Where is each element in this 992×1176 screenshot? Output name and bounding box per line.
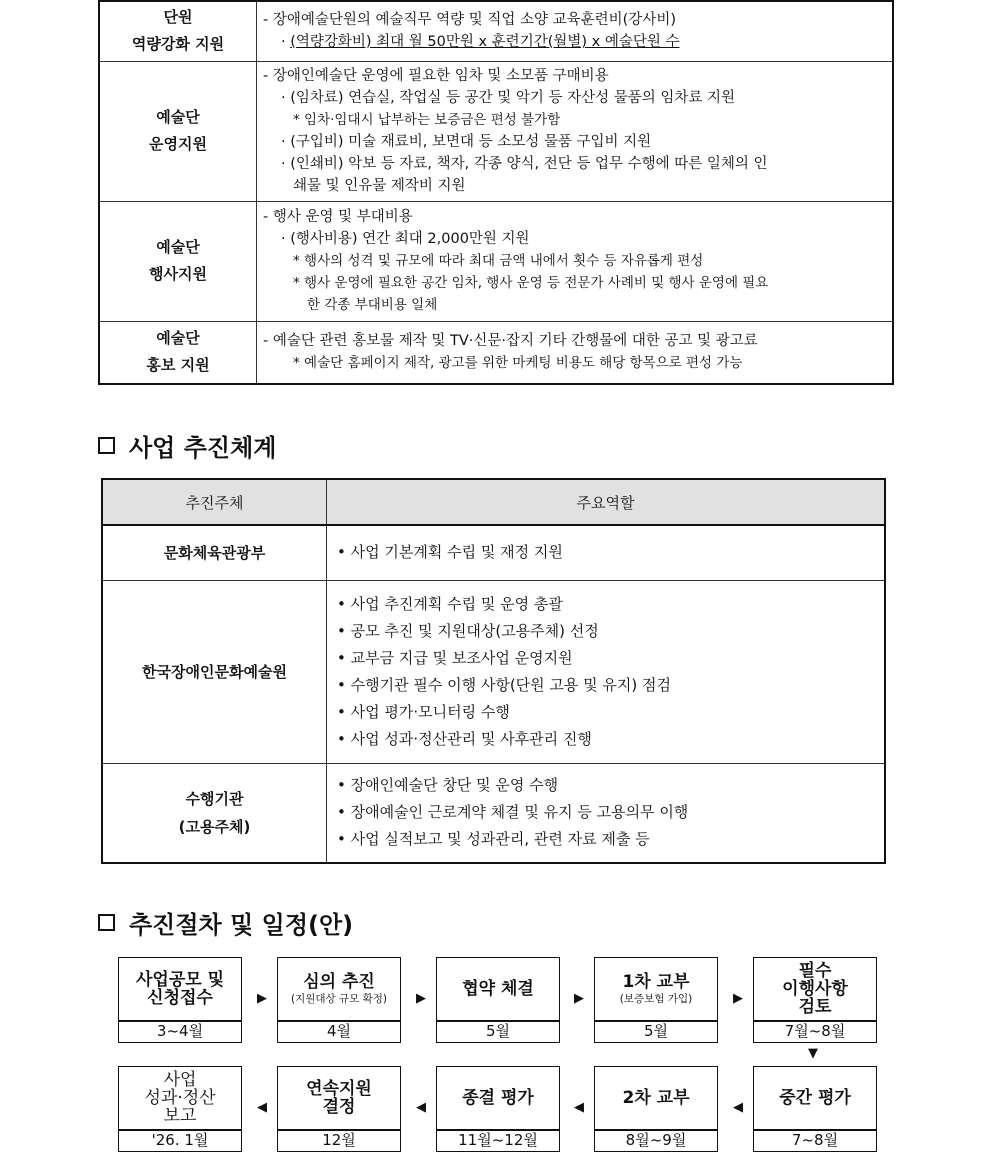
section-title: 사업 추진체계 (129, 434, 277, 462)
role-item: • 사업 실적보고 및 성과관리, 관련 자료 제출 등 (337, 826, 874, 853)
category-line: 예술단 (156, 108, 200, 126)
role-item: • 사업 성과·정산관리 및 사후관리 진행 (337, 726, 874, 753)
step-title: 협약 체결 (462, 979, 534, 999)
support-details (257, 1, 894, 61)
detail-line: · (인쇄비) 악보 등 자료, 책자, 각종 양식, 전단 등 업무 수행에 따른 일체의 인 (281, 156, 768, 172)
step-date: 3~4월 (118, 1021, 242, 1043)
step-title: 심의 추진 (303, 971, 375, 992)
right-arrow-icon: ▶ (574, 991, 584, 1006)
right-arrow-icon: ▶ (416, 991, 426, 1006)
section-heading-structure (98, 428, 276, 463)
detail-line: · (임차료) 연습실, 작업실 등 공간 및 악기 등 자산성 물품의 임차료 지원 (281, 90, 736, 106)
role-list (327, 525, 886, 580)
step-title: 결정 (322, 1097, 356, 1117)
underlined-text: (역량강화비) 최대 월 50만원 x 훈련기간(월별) x 예술단원 수 (290, 34, 680, 51)
role-item: • 사업 평가·모니터링 수행 (337, 699, 874, 726)
checkbox-square-icon (98, 437, 115, 454)
step-box (594, 1066, 718, 1130)
role-list (327, 763, 886, 863)
step-title: 필수 (798, 961, 832, 981)
step-title: 1차 교부 (622, 971, 690, 992)
support-row (99, 1, 893, 61)
support-category (99, 61, 257, 201)
step-date: 11월~12월 (436, 1130, 560, 1152)
step-title: 보고 (163, 1106, 197, 1126)
category-line: 운영지원 (149, 135, 207, 153)
category-line: 홍보 지원 (146, 356, 210, 375)
role-item: • 장애인예술단 창단 및 운영 수행 (337, 772, 874, 799)
header-org: 추진주체 (102, 479, 327, 525)
role-list (327, 580, 886, 763)
org-line: 한국장애인문화예술원 (142, 662, 287, 681)
role-item: • 교부금 지급 및 보조사업 운영지원 (337, 645, 874, 672)
step-date: '26. 1월 (118, 1130, 242, 1152)
step-date: 12월 (277, 1130, 401, 1152)
detail-line: - 장애예술단원의 예술직무 역량 및 직업 소양 교육훈련비(강사비) (263, 12, 676, 29)
step-box (753, 957, 877, 1021)
support-table (98, 0, 894, 385)
detail-line: - 행사 운영 및 부대비용 (263, 209, 413, 225)
category-line: 예술단 (156, 329, 200, 348)
step-date: 4월 (277, 1021, 401, 1043)
step-date: 5월 (594, 1021, 718, 1043)
step-box (277, 957, 401, 1021)
step-box (753, 1066, 877, 1130)
category-line: 행사지원 (149, 265, 207, 283)
left-arrow-icon: ◀ (257, 1100, 267, 1115)
step-date: 7월~8월 (753, 1021, 877, 1043)
roles-row (102, 763, 885, 863)
left-arrow-icon: ◀ (733, 1100, 743, 1115)
step-title: 연속지원 (306, 1079, 372, 1099)
step-date: 7~8월 (753, 1130, 877, 1152)
org-line: 수행기관 (185, 789, 244, 808)
step-note: (보증보험 가입) (619, 992, 693, 1005)
detail-line: - 장애인예술단 운영에 필요한 임차 및 소모품 구매비용 (263, 68, 609, 84)
roles-table (101, 478, 886, 864)
section-heading-schedule (98, 905, 353, 940)
role-item: • 사업 기본계획 수립 및 재정 지원 (337, 539, 874, 566)
support-details (257, 201, 894, 321)
step-note: (지원대상 규모 확정) (290, 992, 387, 1005)
roles-row (102, 580, 885, 763)
step-title: 사업 (163, 1070, 197, 1090)
detail-line: 쇄물 및 인유물 제작비 지원 (293, 178, 466, 194)
role-item: • 사업 추진계획 수립 및 운영 총괄 (337, 591, 874, 618)
step-title: 이행사항 (782, 979, 848, 999)
down-arrow-icon: ▼ (808, 1046, 818, 1061)
support-row (99, 61, 893, 201)
support-category (99, 201, 257, 321)
roles-row (102, 525, 885, 580)
org-line: (고용주체) (178, 817, 251, 836)
header-roles: 주요역할 (327, 479, 886, 525)
detail-line: · (역량강화비) 최대 월 50만원 x 훈련기간(월별) x 예술단원 수 (281, 34, 680, 51)
org-name (102, 763, 327, 863)
detail-line: · (구입비) 미술 재료비, 보면대 등 소모성 물품 구입비 지원 (281, 134, 652, 150)
step-title: 신청접수 (147, 988, 213, 1008)
org-name (102, 525, 327, 580)
step-date: 5월 (436, 1021, 560, 1043)
step-box (118, 1066, 242, 1130)
step-title: 종결 평가 (462, 1088, 534, 1108)
step-title: 검토 (798, 997, 832, 1017)
detail-line: * 행사 운영에 필요한 공간 임차, 행사 운영 등 전문가 사례비 및 행사 운영에 필요 (293, 275, 769, 291)
step-box (594, 957, 718, 1021)
step-box (277, 1066, 401, 1130)
org-name (102, 580, 327, 763)
checkbox-square-icon (98, 914, 115, 931)
left-arrow-icon: ◀ (574, 1100, 584, 1115)
detail-line: * 행사의 성격 및 규모에 따라 최대 금액 내에서 횟수 등 자유롭게 편성 (293, 253, 704, 269)
detail-line: * 임차·임대시 납부하는 보증금은 편성 불가함 (293, 112, 561, 128)
detail-line: · (행사비용) 연간 최대 2,000만원 지원 (281, 231, 530, 247)
detail-line: 한 각종 부대비용 일체 (307, 297, 438, 313)
category-line: 역량강화 지원 (131, 35, 225, 54)
support-row (99, 201, 893, 321)
support-row (99, 321, 893, 384)
right-arrow-icon: ▶ (257, 991, 267, 1006)
support-details (257, 321, 894, 384)
step-title: 성과·정산 (144, 1088, 216, 1108)
step-title: 2차 교부 (622, 1088, 690, 1108)
step-box (436, 957, 560, 1021)
section-title: 추진절차 및 일정(안) (129, 911, 354, 939)
support-category (99, 1, 257, 61)
org-line: 문화체육관광부 (163, 543, 266, 562)
category-line: 예술단 (156, 238, 200, 256)
detail-line: - 예술단 관련 홍보물 제작 및 TV·신문·잡지 기타 간행물에 대한 공고 및 광고료 (263, 333, 758, 350)
support-details (257, 61, 894, 201)
right-arrow-icon: ▶ (733, 991, 743, 1006)
step-box (118, 957, 242, 1021)
step-title: 사업공모 및 (135, 970, 225, 990)
role-item: • 수행기관 필수 이행 사항(단원 고용 및 유지) 점검 (337, 672, 874, 699)
left-arrow-icon: ◀ (416, 1100, 426, 1115)
step-date: 8월~9월 (594, 1130, 718, 1152)
step-box (436, 1066, 560, 1130)
category-line: 단원 (163, 8, 193, 27)
support-category (99, 321, 257, 384)
role-item: • 장애예술인 근로계약 체결 및 유지 등 고용의무 이행 (337, 799, 874, 826)
role-item: • 공모 추진 및 지원대상(고용주체) 선정 (337, 618, 874, 645)
step-title: 중간 평가 (779, 1088, 851, 1108)
detail-line: * 예술단 홈페이지 제작, 광고를 위한 마케팅 비용도 해당 항목으로 편성 가능 (293, 355, 743, 372)
